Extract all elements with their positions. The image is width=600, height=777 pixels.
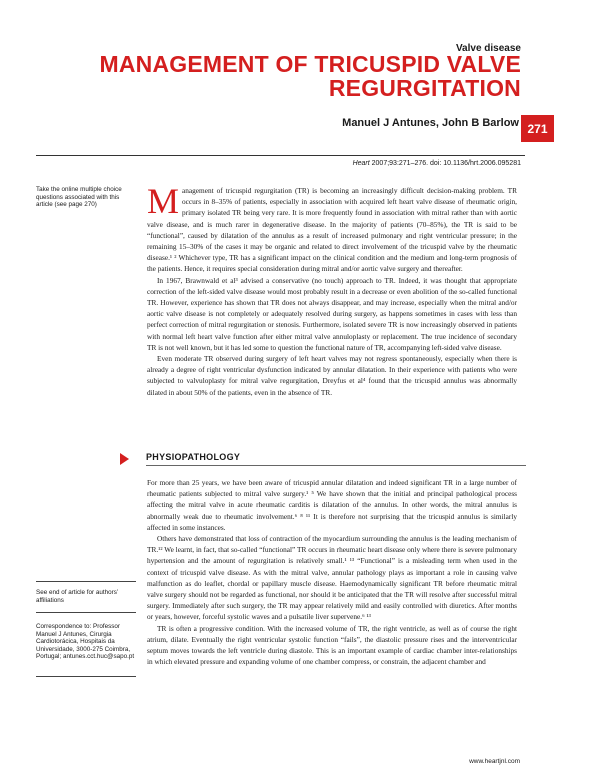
page-number-badge: 271 <box>521 115 554 142</box>
citation-journal: Heart <box>352 160 370 167</box>
authors: Manuel J Antunes, John B Barlow <box>342 117 519 129</box>
section-heading <box>120 451 520 467</box>
paragraph <box>147 181 517 275</box>
citation-details: 2007;93:271–276. doi: 10.1136/hrt.2006.095281 <box>369 160 521 167</box>
paragraph: In 1967, Brawnwald et al³ advised a conservative (no touch) approach to TR. Indeed, it was thought that appropriate correction of the left-sided valve disease would most probably result in a decrease or even abolition of the so-called functional TR. However, experience has shown that TR does not always disappear, and may increase, especially when the mitral and/or aortic valve disease is not completely or adequately resolved during surgery, as happens sometimes in cases with less than perfect correction of mitral regurgitation or stenosis. Furthermore, isolated severe TR is now increasingly observed in patients with normal left heart valve function after either mitral valve annuloplasty or replacement. The true incidence of secondary TR is not well known, but it has led some to question the functional nature of TR, accompanying left-sided valve disease. <box>147 275 517 352</box>
body-intro <box>147 181 517 398</box>
paragraph: Others have demonstrated that loss of contraction of the myocardium surrounding the annulus is the leading mechanism of TR.¹² We learnt, in fact, that so-called “functional” TR occurs in rheumatic heart disease only where there is severe pulmonary hypertension and the amount of regurgitation is relatively small.¹ ¹³ “Functional” is a misleading term when used in the context of tricuspid valve disease. As with the mitral valve, annular pathology plays as important a role in causing valve malfunction as do leaflet, chordal or papillary muscle disease. Haemodynamically significant TR before rheumatic mitral valve surgery should not be regarded as functional, nor should it be anticipated that the TR will resolve after successful mitral surgery. Immediately after such surgery, the TR may appear relatively mild and easily controlled with diuretics. After months or years, however, forceful systolic waves and a pulsatile liver supervene.⁶ ¹³ <box>147 534 517 622</box>
drop-cap: M <box>147 181 180 221</box>
sidebar-divider <box>36 612 136 613</box>
section-heading-text: PHYSIOPATHOLOGY <box>146 452 241 462</box>
sidebar-divider <box>36 581 136 582</box>
title-line-1: MANAGEMENT OF TRICUSPID VALVE <box>99 51 521 77</box>
section-arrow-icon <box>120 453 129 465</box>
article-title <box>61 52 521 100</box>
sidebar-divider <box>36 676 136 677</box>
citation <box>353 160 521 167</box>
section-label: Valve disease <box>455 43 521 54</box>
sidebar-affiliations-note: See end of article for authors’ affiliations <box>36 589 119 604</box>
header-divider <box>36 155 525 156</box>
section-divider <box>146 465 526 466</box>
sidebar-correspondence: Correspondence to: Professor Manuel J Antunes, Cirurgia Cardiotorácica, Hospitais da Universidade, 3000-275 Coimbra, Portugal; antunes.cct.huc@sapo.pt <box>36 623 135 660</box>
sidebar-quiz-note: Take the online multiple choice questions associated with this article (see page 270) <box>36 186 122 208</box>
footer-url[interactable]: www.heartjnl.com <box>469 758 520 765</box>
paragraph: For more than 25 years, we have been aware of tricuspid annular dilatation and indeed significant TR in a large number of rheumatic patients subjected to mitral valve surgery.¹ ⁵ We have shown that the initial and principal pathological process affecting the mitral valve in acute rheumatic carditis is dilatation of the annulus. In other words, the mitral annulus is abnormally weak due to rheumatic involvement.⁶ ⁸ ¹¹ It is therefore not surprising that the tricuspid annulus is similarly affected in some instances. <box>147 478 517 532</box>
body-physiopathology <box>147 477 517 667</box>
paragraph: Even moderate TR observed during surgery of left heart valves may not regress spontaneously, especially when there is already a degree of right ventricular dysfunction indicated by annular dilatation. In their experience with patients who were subjected to valvuloplasty for mitral valve regurgitation, Dreyfus et al⁴ found that the tricuspid annulus was abnormally dilated in about 50% of the patients, even in the absence of TR. <box>147 354 517 397</box>
paragraph: TR is often a progressive condition. With the increased volume of TR, the right ventricle, as well as of course the right atrium, dilate. Eventually the right ventricular systolic function “fails”, the diastolic pressure rises and the interventricular septum moves towards the left ventricle during diastole. This is an important example of cardiac chamber inter-relationships in which elevated pressure and expanding volume of one chamber compress, or constrain, the adjacent chamber and <box>147 623 517 667</box>
paragraph-text: anagement of tricuspid regurgitation (TR) is becoming an increasingly difficult decision-making problem. TR occurs in 8–35% of patients, especially in association with acquired left heart valve disease of rheumatic origin, primary isolated TR being very rare. It is more frequently found in association with mitral rather than with aortic valve disease, and is much rarer in degenerative disease. In the majority of patients (70–85%), the TR is said to be “functional”, caused by dilatation of the annulus as a result of increased pulmonary and right ventricular pressure; in the remaining 15–30% of the cases it may be organic and related to direct involvement of the tricuspid valve by the rheumatic disease.¹ ² Whichever type, TR has a significant impact on the clinical condition and the medium and long-term prognosis of the patients. Hence, it requires special consideration during mitral and/or aortic valve surgery and thereafter. <box>147 186 517 274</box>
title-line-2: REGURGITATION <box>328 75 521 101</box>
